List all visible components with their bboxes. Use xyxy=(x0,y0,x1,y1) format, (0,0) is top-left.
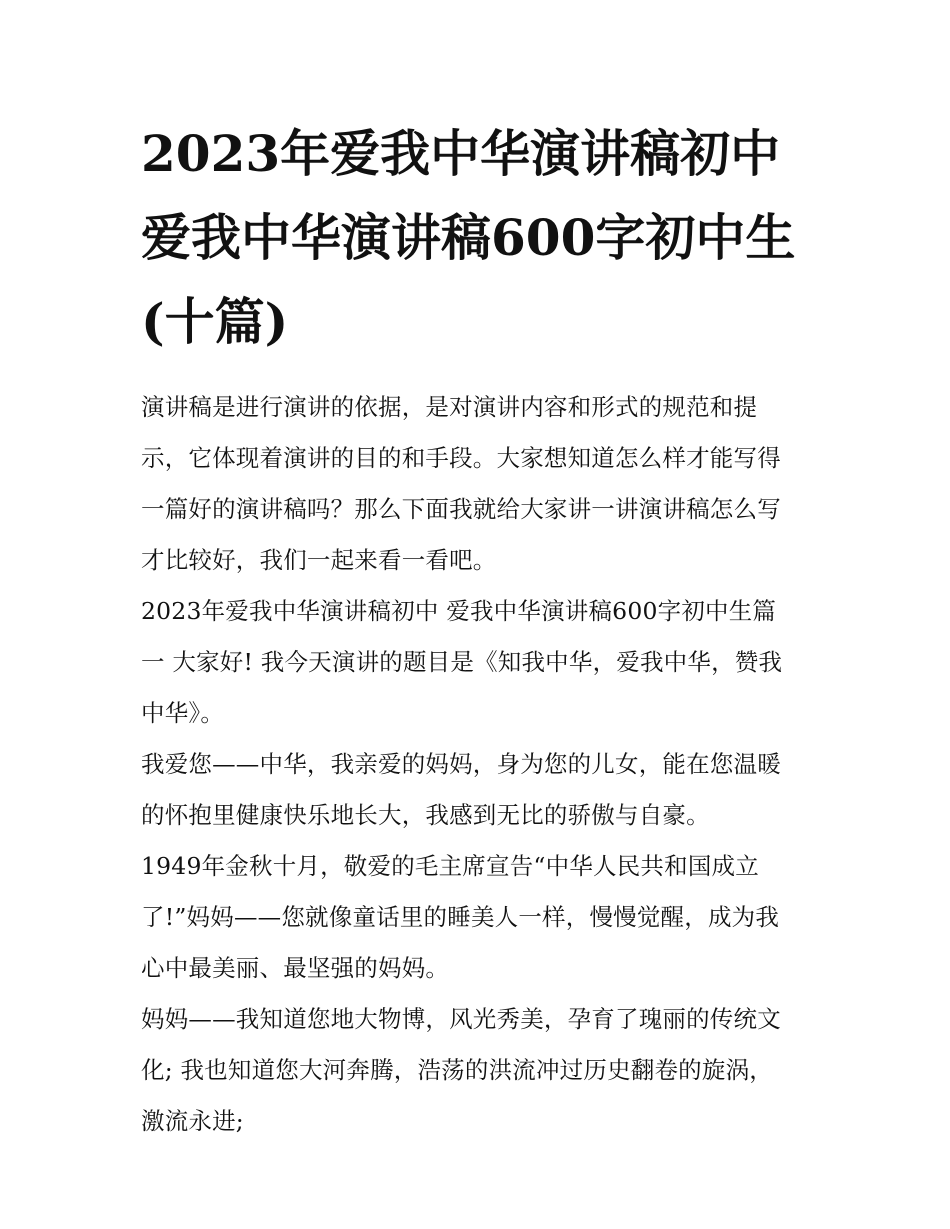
paragraph-line: 我爱您——中华，我亲爱的妈妈，身为您的儿女，能在您温暖 xyxy=(141,750,781,778)
title-line-1: 2023年爱我中华演讲稿初中 xyxy=(141,124,781,183)
paragraph-love-china xyxy=(141,739,813,841)
paragraph-line: 中华》。 xyxy=(141,699,225,727)
document-page xyxy=(141,112,813,1147)
paragraph-line: 了!”妈妈——您就像童话里的睡美人一样，慢慢觉醒，成为我 xyxy=(141,903,780,931)
paragraph-line: 才比较好，我们一起来看一看吧。 xyxy=(141,546,497,574)
paragraph-line: 2023年爱我中华演讲稿初中 爱我中华演讲稿600字初中生篇 xyxy=(141,597,777,625)
title-line-3: (十篇) xyxy=(141,292,289,351)
paragraph-line: 1949年金秋十月，敬爱的毛主席宣告“中华人民共和国成立 xyxy=(141,852,759,880)
title-line-2: 爱我中华演讲稿600字初中生 xyxy=(141,208,796,267)
paragraph-line: 演讲稿是进行演讲的依据，是对演讲内容和形式的规范和提 xyxy=(141,393,758,421)
paragraph-line: 心中最美丽、最坚强的妈妈。 xyxy=(141,954,450,982)
paragraph-line: 激流永进; xyxy=(141,1107,244,1135)
document-body xyxy=(141,382,813,1147)
paragraph-line: 一篇好的演讲稿吗？那么下面我就给大家讲一讲演讲稿怎么写 xyxy=(141,495,781,523)
paragraph-line: 妈妈——我知道您地大物博，风光秀美，孕育了瑰丽的传统文 xyxy=(141,1005,781,1033)
paragraph-line: 的怀抱里健康快乐地长大，我感到无比的骄傲与自豪。 xyxy=(141,801,710,829)
paragraph-intro xyxy=(141,382,813,586)
paragraph-line: 一 大家好! 我今天演讲的题目是《知我中华，爱我中华，赞我 xyxy=(141,648,783,676)
paragraph-line: 化; 我也知道您大河奔腾，浩荡的洪流冲过历史翻卷的旋涡， xyxy=(141,1056,773,1084)
paragraph-section-heading xyxy=(141,586,813,739)
paragraph-mother xyxy=(141,994,813,1147)
paragraph-line: 示，它体现着演讲的目的和手段。大家想知道怎么样才能写得 xyxy=(141,444,781,472)
paragraph-1949 xyxy=(141,841,813,994)
document-title xyxy=(141,112,813,364)
